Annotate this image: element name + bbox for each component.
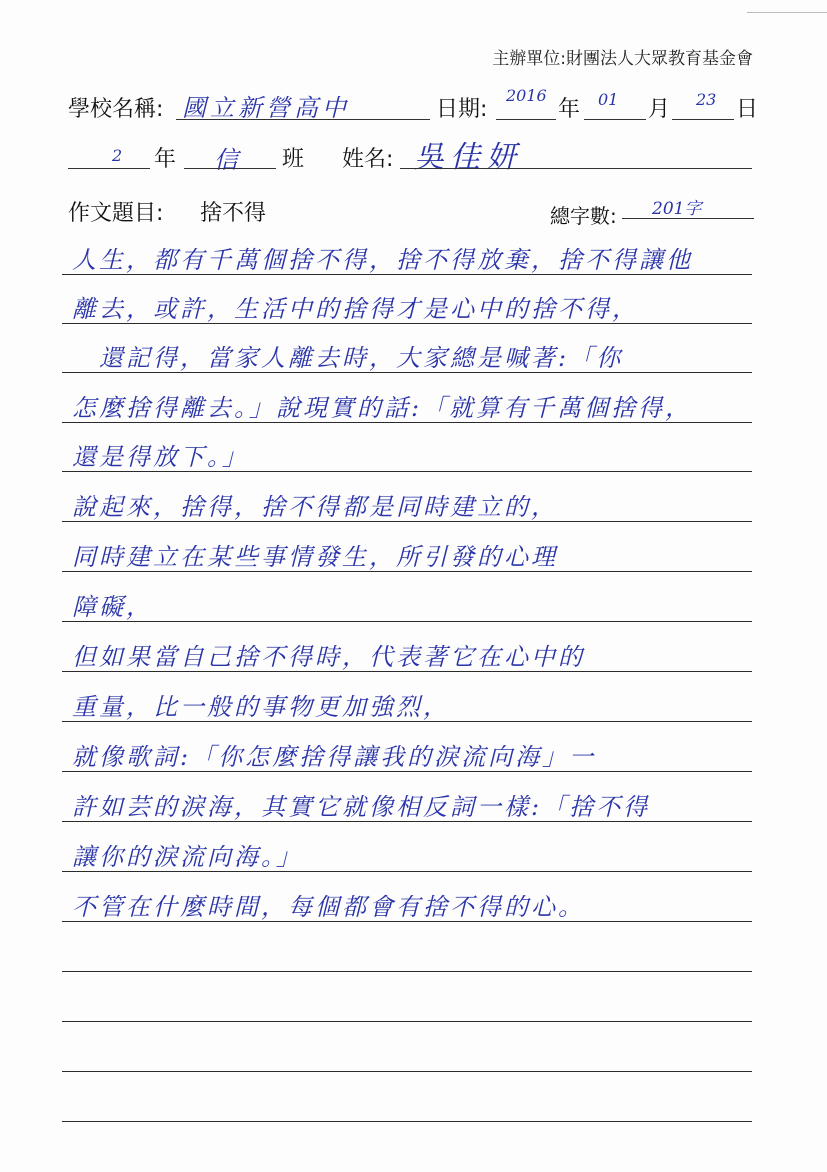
ruled-line bbox=[62, 1021, 752, 1022]
essay-line: 怎麼捨得離去。」說現實的話:「就算有千萬個捨得， bbox=[72, 394, 693, 422]
ruled-line bbox=[62, 323, 752, 324]
ruled-line bbox=[62, 422, 752, 423]
wordcount-underline bbox=[622, 218, 754, 219]
class-underline bbox=[184, 168, 276, 169]
essay-line: 但如果當自己捨不得時，代表著它在心中的 bbox=[72, 643, 585, 671]
ruled-line bbox=[62, 971, 752, 972]
ruled-line bbox=[62, 771, 752, 772]
essay-line: 離去，或許，生活中的捨得才是心中的捨不得， bbox=[72, 295, 639, 323]
year-value: 2016 bbox=[506, 86, 547, 105]
essay-line: 不管在什麼時間，每個都會有捨不得的心。 bbox=[72, 893, 585, 921]
ruled-line bbox=[62, 471, 752, 472]
day-label: 日 bbox=[736, 97, 759, 122]
wordcount-label: 總字數: bbox=[550, 204, 617, 228]
month-value: 01 bbox=[598, 90, 619, 109]
month-underline bbox=[584, 119, 646, 120]
year-label: 年 bbox=[558, 97, 581, 122]
ruled-line bbox=[62, 621, 752, 622]
essay-line: 讓你的淚流向海。」 bbox=[72, 843, 303, 871]
day-underline bbox=[672, 119, 734, 120]
scan-edge-mark bbox=[747, 0, 827, 13]
ruled-line bbox=[62, 921, 752, 922]
date-label: 日期: bbox=[436, 97, 488, 122]
name-underline bbox=[400, 168, 752, 169]
ruled-line bbox=[62, 671, 752, 672]
ruled-line bbox=[62, 721, 752, 722]
essay-line: 同時建立在某些事情發生，所引發的心理 bbox=[72, 543, 558, 571]
topic-value: 捨不得 bbox=[200, 201, 267, 226]
essay-line: 還是得放下。」 bbox=[72, 443, 249, 471]
essay-line: 障礙， bbox=[72, 593, 153, 621]
ruled-line bbox=[62, 274, 752, 275]
school-underline bbox=[176, 119, 430, 120]
month-label: 月 bbox=[648, 97, 671, 122]
name-label: 姓名: bbox=[342, 147, 394, 172]
day-value: 23 bbox=[696, 90, 717, 109]
essay-line: 還記得，當家人離去時，大家總是喊著:「你 bbox=[72, 344, 624, 372]
school-value: 國立新營高中 bbox=[182, 94, 350, 122]
grade-value: 2 bbox=[112, 146, 123, 165]
grade-underline bbox=[68, 168, 150, 169]
essay-line: 就像歌詞:「你怎麼捨得讓我的淚流向海」一 bbox=[72, 743, 597, 771]
wordcount-value: 201字 bbox=[652, 199, 702, 219]
ruled-line bbox=[62, 372, 752, 373]
name-value: 吳佳妍 bbox=[414, 140, 522, 175]
class-value: 信 bbox=[214, 146, 238, 174]
essay-line: 人生，都有千萬個捨不得，捨不得放棄，捨不得讓他 bbox=[72, 246, 693, 274]
ruled-line bbox=[62, 1071, 752, 1072]
essay-line: 說起來，捨得，捨不得都是同時建立的， bbox=[72, 493, 558, 521]
organizer-text: 主辦單位:財團法人大眾教育基金會 bbox=[492, 49, 753, 69]
essay-line: 許如芸的淚海，其實它就像相反詞一樣:「捨不得 bbox=[72, 793, 651, 821]
ruled-line bbox=[62, 571, 752, 572]
ruled-line bbox=[62, 1121, 752, 1122]
school-label: 學校名稱: bbox=[68, 97, 164, 122]
essay-line: 重量，比一般的事物更加強烈， bbox=[72, 693, 450, 721]
grade-label: 年 bbox=[154, 147, 177, 172]
ruled-line bbox=[62, 871, 752, 872]
class-label: 班 bbox=[282, 147, 305, 172]
year-underline bbox=[496, 119, 556, 120]
topic-label: 作文題目: bbox=[68, 201, 164, 226]
ruled-line bbox=[62, 821, 752, 822]
ruled-line bbox=[62, 521, 752, 522]
